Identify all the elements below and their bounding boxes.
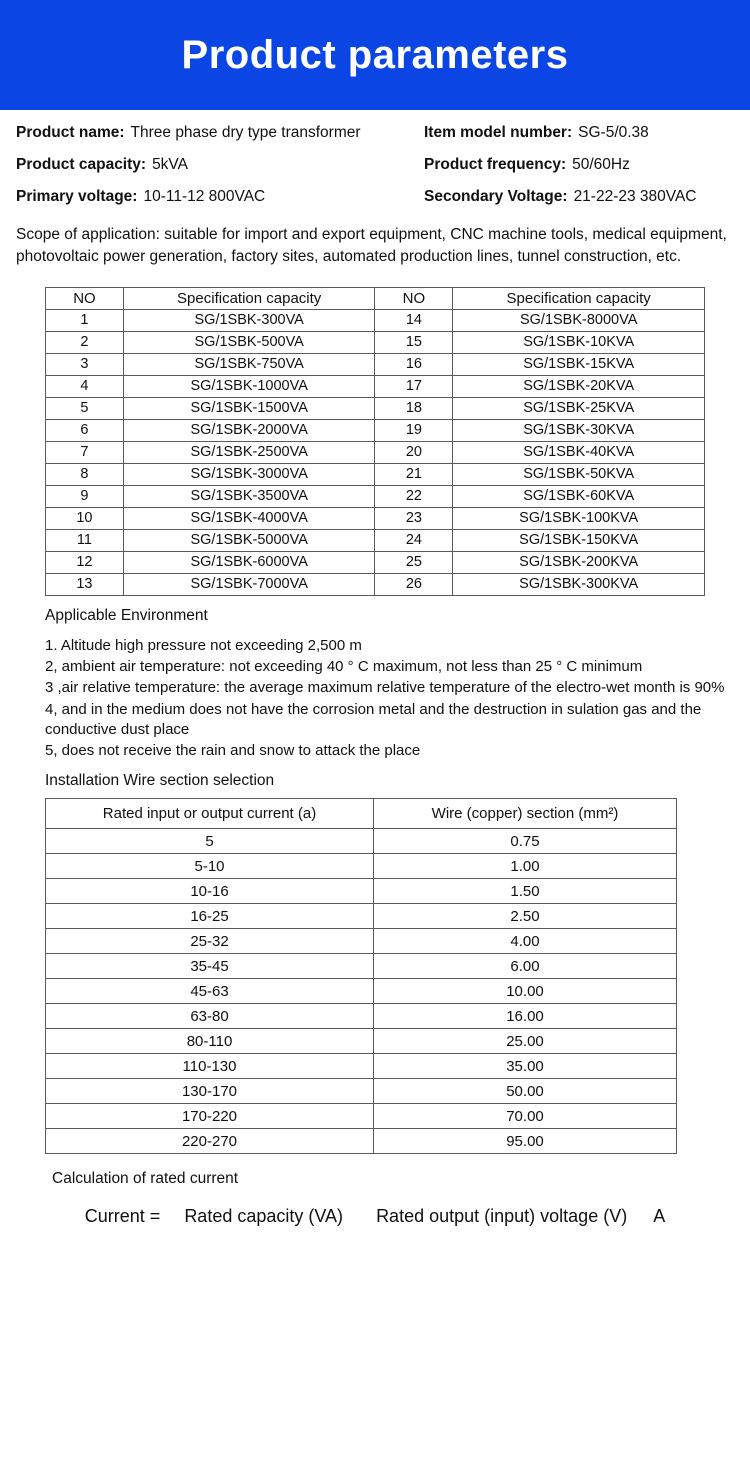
table-cell: 8 xyxy=(46,463,124,485)
table-row xyxy=(46,529,705,551)
wire-section-table-body xyxy=(46,829,677,1154)
table-cell: 18 xyxy=(375,397,453,419)
table-cell: 5 xyxy=(46,829,374,854)
table-cell: 16 xyxy=(375,353,453,375)
calculation-title: Calculation of rated current xyxy=(52,1170,239,1188)
scope-label: Scope of application: xyxy=(16,226,160,243)
table-cell: 25-32 xyxy=(46,929,374,954)
spec-value: Three phase dry type transformer xyxy=(130,124,361,141)
formula-left-side: Current = xyxy=(84,1206,161,1227)
table-cell: 21 xyxy=(375,463,453,485)
table-row xyxy=(46,1079,677,1104)
table-row xyxy=(46,441,705,463)
table-cell: 19 xyxy=(375,419,453,441)
table-row xyxy=(46,309,705,331)
table-cell: SG/1SBK-3000VA xyxy=(123,463,375,485)
column-header-no-left: NO xyxy=(46,287,124,309)
spec-row xyxy=(16,156,734,174)
table-row xyxy=(46,551,705,573)
table-cell: 1 xyxy=(46,309,124,331)
spec-label: Item model number: xyxy=(424,124,573,141)
table-cell: SG/1SBK-15KVA xyxy=(453,353,705,375)
table-row xyxy=(46,397,705,419)
rated-current-formula xyxy=(0,1206,750,1227)
spec-pair-secondary-voltage xyxy=(424,188,734,206)
formula-numerator: Rated capacity (VA) xyxy=(184,1206,344,1227)
table-cell: SG/1SBK-4000VA xyxy=(123,507,375,529)
table-cell: 16.00 xyxy=(374,1004,677,1029)
spec-pair-product-capacity xyxy=(16,156,424,174)
table-row xyxy=(46,331,705,353)
table-cell: 17 xyxy=(375,375,453,397)
table-cell: 1.00 xyxy=(374,854,677,879)
spec-value: SG-5/0.38 xyxy=(578,124,649,141)
spec-value: 10-11-12 800VAC xyxy=(143,188,266,205)
table-cell: 10 xyxy=(46,507,124,529)
table-cell: SG/1SBK-5000VA xyxy=(123,529,375,551)
table-row xyxy=(46,485,705,507)
spec-row xyxy=(16,188,734,206)
environment-line: 4, and in the medium does not have the corrosion metal and the destruction in sulation gas and the conductive dust place xyxy=(45,700,702,738)
spec-label: Secondary Voltage: xyxy=(424,188,568,205)
page-title: Product parameters xyxy=(181,32,569,77)
formula-unit: A xyxy=(653,1206,666,1227)
table-cell: 80-110 xyxy=(46,1029,374,1054)
column-header-rated-current: Rated input or output current (a) xyxy=(46,799,374,829)
table-row xyxy=(46,375,705,397)
table-cell: SG/1SBK-2000VA xyxy=(123,419,375,441)
table-row xyxy=(46,1029,677,1054)
specification-capacity-table-wrapper xyxy=(0,269,750,596)
table-cell: 50.00 xyxy=(374,1079,677,1104)
table-cell: 5 xyxy=(46,397,124,419)
table-row xyxy=(46,507,705,529)
table-cell: 130-170 xyxy=(46,1079,374,1104)
scope-text: suitable for import and export equipment, CNC machine tools, medical equipment, photovoltaic power generation, factory sites, automated production lines, tunnel construction, etc. xyxy=(16,226,727,266)
table-header-row xyxy=(46,799,677,829)
table-row xyxy=(46,573,705,595)
table-row xyxy=(46,463,705,485)
table-cell: 10-16 xyxy=(46,879,374,904)
formula-denominator: Rated output (input) voltage (V) xyxy=(376,1206,628,1227)
table-cell: SG/1SBK-10KVA xyxy=(453,331,705,353)
table-cell: 25 xyxy=(375,551,453,573)
spec-label: Product frequency: xyxy=(424,156,567,173)
table-cell: 26 xyxy=(375,573,453,595)
table-cell: SG/1SBK-200KVA xyxy=(453,551,705,573)
table-cell: 12 xyxy=(46,551,124,573)
table-cell: SG/1SBK-60KVA xyxy=(453,485,705,507)
table-cell: 110-130 xyxy=(46,1054,374,1079)
column-header-capacity-right: Specification capacity xyxy=(453,287,705,309)
table-header-row xyxy=(46,287,705,309)
table-cell: 14 xyxy=(375,309,453,331)
applicable-environment-title: Applicable Environment xyxy=(45,606,208,624)
table-cell: 70.00 xyxy=(374,1104,677,1129)
table-row xyxy=(46,879,677,904)
table-cell: 220-270 xyxy=(46,1129,374,1154)
table-cell: SG/1SBK-3500VA xyxy=(123,485,375,507)
table-cell: 35-45 xyxy=(46,954,374,979)
table-cell: SG/1SBK-7000VA xyxy=(123,573,375,595)
table-cell: 4 xyxy=(46,375,124,397)
table-cell: SG/1SBK-1000VA xyxy=(123,375,375,397)
table-cell: 9 xyxy=(46,485,124,507)
table-cell: SG/1SBK-1500VA xyxy=(123,397,375,419)
applicable-environment-section xyxy=(0,596,750,761)
table-cell: 20 xyxy=(375,441,453,463)
table-cell: 170-220 xyxy=(46,1104,374,1129)
environment-line: 2, ambient air temperature: not exceeding 40 ° C maximum, not less than 25 ° C minimum xyxy=(45,658,643,676)
table-cell: SG/1SBK-30KVA xyxy=(453,419,705,441)
table-cell: 10.00 xyxy=(374,979,677,1004)
table-cell: 7 xyxy=(46,441,124,463)
spec-value: 50/60Hz xyxy=(572,156,630,173)
table-cell: 11 xyxy=(46,529,124,551)
table-cell: 4.00 xyxy=(374,929,677,954)
installation-wire-section-title: Installation Wire section selection xyxy=(45,772,275,790)
table-cell: SG/1SBK-100KVA xyxy=(453,507,705,529)
table-row xyxy=(46,954,677,979)
table-cell: 63-80 xyxy=(46,1004,374,1029)
table-cell: SG/1SBK-25KVA xyxy=(453,397,705,419)
table-cell: SG/1SBK-2500VA xyxy=(123,441,375,463)
table-cell: 35.00 xyxy=(374,1054,677,1079)
page-header-banner xyxy=(0,0,750,110)
column-header-capacity-left: Specification capacity xyxy=(123,287,375,309)
table-cell: SG/1SBK-300KVA xyxy=(453,573,705,595)
table-row xyxy=(46,829,677,854)
table-cell: 16-25 xyxy=(46,904,374,929)
table-cell: 2 xyxy=(46,331,124,353)
column-header-no-right: NO xyxy=(375,287,453,309)
table-cell: 15 xyxy=(375,331,453,353)
table-cell: 24 xyxy=(375,529,453,551)
table-cell: 1.50 xyxy=(374,879,677,904)
spec-value: 5kVA xyxy=(152,156,188,173)
spec-row xyxy=(16,124,734,142)
table-row xyxy=(46,1054,677,1079)
specification-capacity-table xyxy=(45,287,705,596)
table-cell: 2.50 xyxy=(374,904,677,929)
spec-pair-product-frequency xyxy=(424,156,734,174)
table-cell: SG/1SBK-50KVA xyxy=(453,463,705,485)
table-row xyxy=(46,929,677,954)
table-cell: 45-63 xyxy=(46,979,374,1004)
table-cell: SG/1SBK-150KVA xyxy=(453,529,705,551)
table-cell: SG/1SBK-300VA xyxy=(123,309,375,331)
spec-value: 21-22-23 380VAC xyxy=(573,188,697,205)
table-cell: 23 xyxy=(375,507,453,529)
table-row xyxy=(46,1129,677,1154)
wire-section-table-wrapper xyxy=(0,790,750,1154)
spec-label: Primary voltage: xyxy=(16,188,138,205)
table-row xyxy=(46,904,677,929)
spec-label: Product capacity: xyxy=(16,156,147,173)
column-header-wire-section: Wire (copper) section (mm²) xyxy=(374,799,677,829)
environment-line: 5, does not receive the rain and snow to attack the place xyxy=(45,742,421,760)
table-cell: 5-10 xyxy=(46,854,374,879)
table-cell: 6 xyxy=(46,419,124,441)
spec-label: Product name: xyxy=(16,124,125,141)
table-cell: SG/1SBK-500VA xyxy=(123,331,375,353)
table-row xyxy=(46,854,677,879)
specification-list xyxy=(0,110,750,206)
spec-pair-item-model-number xyxy=(424,124,734,142)
table-row xyxy=(46,419,705,441)
table-row xyxy=(46,1104,677,1129)
formula-fraction xyxy=(170,1206,641,1227)
table-cell: SG/1SBK-6000VA xyxy=(123,551,375,573)
environment-line: 3 ,air relative temperature: the average maximum relative temperature of the electro-wet month is 90% xyxy=(45,679,725,697)
environment-line: 1. Altitude high pressure not exceeding 2,500 m xyxy=(45,636,362,654)
table-cell: 3 xyxy=(46,353,124,375)
table-cell: 6.00 xyxy=(374,954,677,979)
table-cell: 95.00 xyxy=(374,1129,677,1154)
spec-pair-product-name xyxy=(16,124,424,142)
scope-of-application xyxy=(0,220,750,269)
table-row xyxy=(46,979,677,1004)
spec-pair-primary-voltage xyxy=(16,188,424,206)
table-cell: 25.00 xyxy=(374,1029,677,1054)
table-cell: 13 xyxy=(46,573,124,595)
table-cell: 22 xyxy=(375,485,453,507)
table-cell: SG/1SBK-40KVA xyxy=(453,441,705,463)
table-cell: SG/1SBK-750VA xyxy=(123,353,375,375)
table-cell: 0.75 xyxy=(374,829,677,854)
table-row xyxy=(46,1004,677,1029)
wire-section-table xyxy=(45,798,677,1154)
table-row xyxy=(46,353,705,375)
table-cell: SG/1SBK-8000VA xyxy=(453,309,705,331)
table-cell: SG/1SBK-20KVA xyxy=(453,375,705,397)
specification-capacity-table-body xyxy=(46,309,705,595)
